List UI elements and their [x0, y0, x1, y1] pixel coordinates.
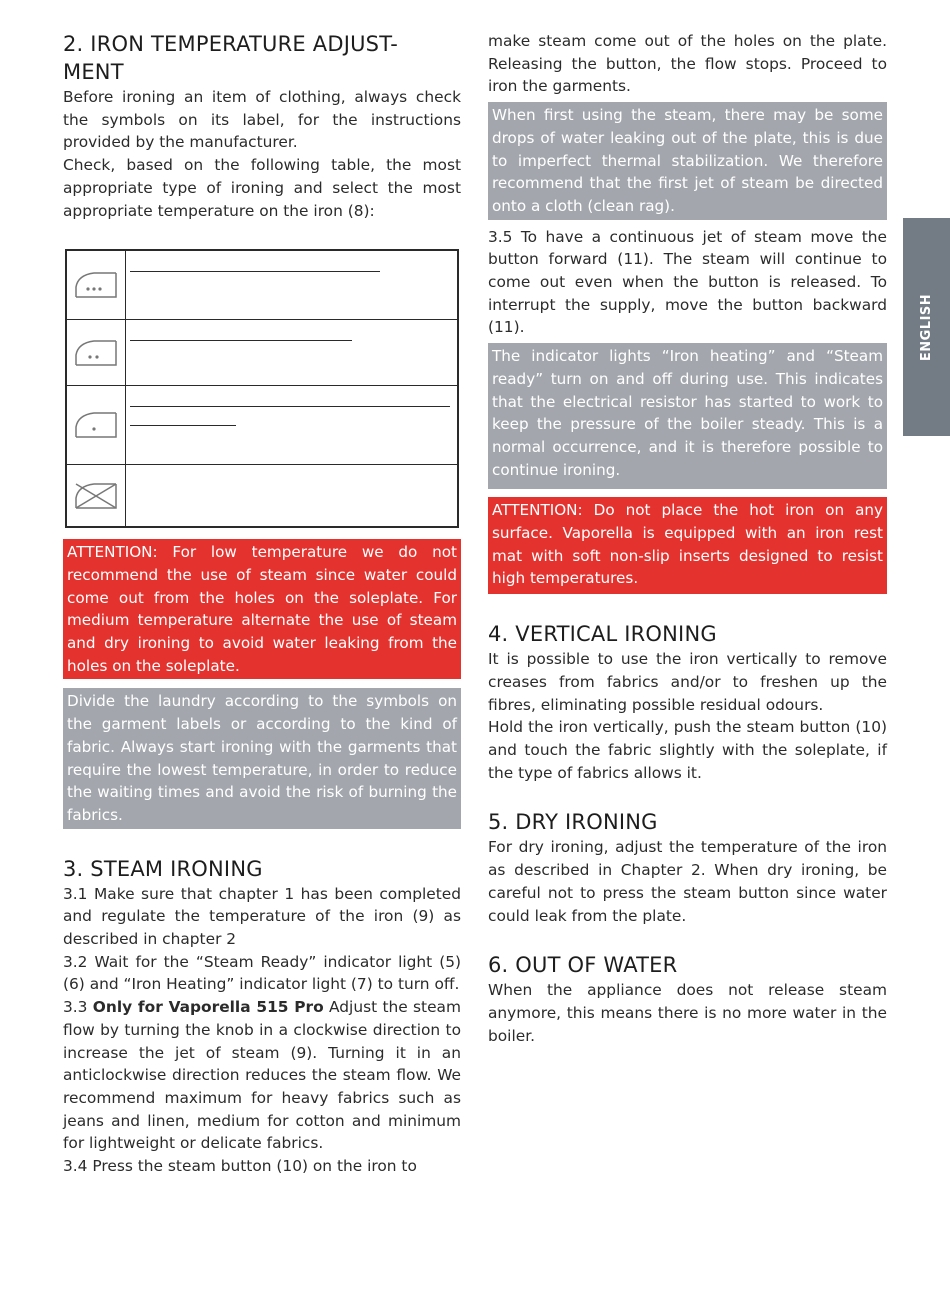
temperature-row-medium	[67, 319, 457, 385]
iron-one-dot-icon	[67, 386, 126, 464]
placeholder-line	[130, 406, 450, 407]
section-4-title: 4. VERTICAL IRONING	[488, 622, 717, 647]
section-6-paragraph-1: When the appliance does not release steam anymore, this means there is no more water in the boiler.	[488, 981, 887, 1045]
section-2-title-line2: MENT	[63, 60, 124, 84]
temperature-row-low	[67, 385, 457, 464]
language-tab	[903, 218, 950, 436]
section-4-paragraph-2: Hold the iron vertically, push the steam button (10) and touch the fabric slightly with the soleplate, if the type of fabrics allows it.	[488, 718, 887, 782]
section-3-paragraph-5: 3.5 To have a continuous jet of steam move the button forward (11). The steam will continue to come out even when the button is released. To interrupt the supply, move the button backward (11).	[488, 227, 887, 337]
iron-two-dots-icon	[67, 320, 126, 385]
section-3-paragraph-4-continued: make steam come out of the holes on the plate. Releasing the button, the flow stops. Proceed to iron the garments.	[488, 32, 887, 96]
language-tab-label: ENGLISH	[919, 293, 935, 361]
attention-box-low-temperature: ATTENTION: For low temperature we do not recommend the use of steam since water could come out from the holes on the soleplate. For medium temperature alternate the use of steam and dry ironing to avoid water leaking from the holes on the soleplate.	[63, 539, 461, 679]
temperature-row-no-iron	[67, 464, 457, 526]
section-2-paragraph-1: Before ironing an item of clothing, always check the symbols on its label, for the instructions provided by the manufacturer.	[63, 88, 461, 152]
model-name-emphasis: Only for Vaporella 515 Pro	[92, 998, 324, 1017]
section-3-paragraph-3-body: Adjust the steam flow by turning the knob in a clockwise direction to increase the jet of steam (9). Turning it in an anticlockwise direction reduces the steam flow. We recommend maximum for heavy fabrics such as jeans and linen, medium for cotton and minimum for lightweight or delicate fabrics.	[63, 998, 461, 1153]
temperature-row-high	[67, 251, 457, 319]
note-box-first-steam: When first using the steam, there may be some drops of water leaking out of the plate, this is due to imperfect thermal stabilization. We therefore recommend that the first jet of steam be directed onto a cloth (clean rag).	[488, 102, 887, 220]
placeholder-line	[130, 425, 236, 426]
right-column	[488, 30, 887, 1047]
temperature-row-no-iron-description	[126, 465, 457, 526]
section-3-paragraph-2: 3.2 Wait for the “Steam Ready” indicator light (5)(6) and “Iron Heating” indicator light (7) to turn off.	[63, 952, 461, 994]
temperature-row-medium-description	[126, 320, 457, 385]
section-3-paragraph-3-prefix: 3.3	[63, 998, 93, 1017]
section-2-title	[63, 30, 461, 86]
section-5-paragraph-1: For dry ironing, adjust the temperature of the iron as described in Chapter 2. When dry ironing, be careful not to press the steam button since water could leak from the plate.	[488, 838, 887, 925]
section-3-title: 3. STEAM IRONING	[63, 856, 263, 881]
do-not-iron-icon	[67, 465, 126, 526]
section-6-title: 6. OUT OF WATER	[488, 953, 678, 978]
section-4-paragraph-1: It is possible to use the iron vertically to remove creases from fabrics and/or to freshen up the fibres, eliminating possible residual odours.	[488, 650, 887, 714]
section-5-title: 5. DRY IRONING	[488, 810, 658, 835]
section-3-paragraph-3	[63, 996, 461, 1155]
attention-box-hot-iron: ATTENTION: Do not place the hot iron on any surface. Vaporella is equipped with an iron rest mat with soft non-slip inserts designed to resist high temperatures.	[488, 497, 887, 594]
left-column	[63, 30, 461, 1178]
section-2-title-line1: 2. IRON TEMPERATURE ADJUST-	[63, 32, 399, 56]
temperature-row-low-description	[126, 386, 457, 464]
placeholder-line	[130, 340, 352, 341]
note-box-divide-laundry: Divide the laundry according to the symbols on the garment labels or according to the kind of fabric. Always start ironing with the garments that require the lowest temperature, in order to reduce the waiting times and avoid the risk of burning the fabrics.	[63, 688, 461, 828]
temperature-table	[65, 249, 459, 528]
section-2-paragraph-2: Check, based on the following table, the most appropriate type of ironing and select the most appropriate temperature on the iron (8):	[63, 156, 461, 220]
note-box-indicator-lights: The indicator lights “Iron heating” and “Steam ready” turn on and off during use. This indicates that the electrical resistor has started to work to keep the pressure of the boiler steady. This is a normal occurrence, and it is therefore possible to continue ironing.	[488, 343, 887, 489]
section-3-paragraph-1: 3.1 Make sure that chapter 1 has been completed and regulate the temperature of the iron (9) as described in chapter 2	[63, 884, 461, 949]
iron-three-dots-icon	[67, 251, 126, 319]
placeholder-line	[130, 271, 380, 272]
section-3-paragraph-4: 3.4 Press the steam button (10) on the iron to	[63, 1157, 417, 1176]
temperature-row-high-description	[126, 251, 457, 319]
